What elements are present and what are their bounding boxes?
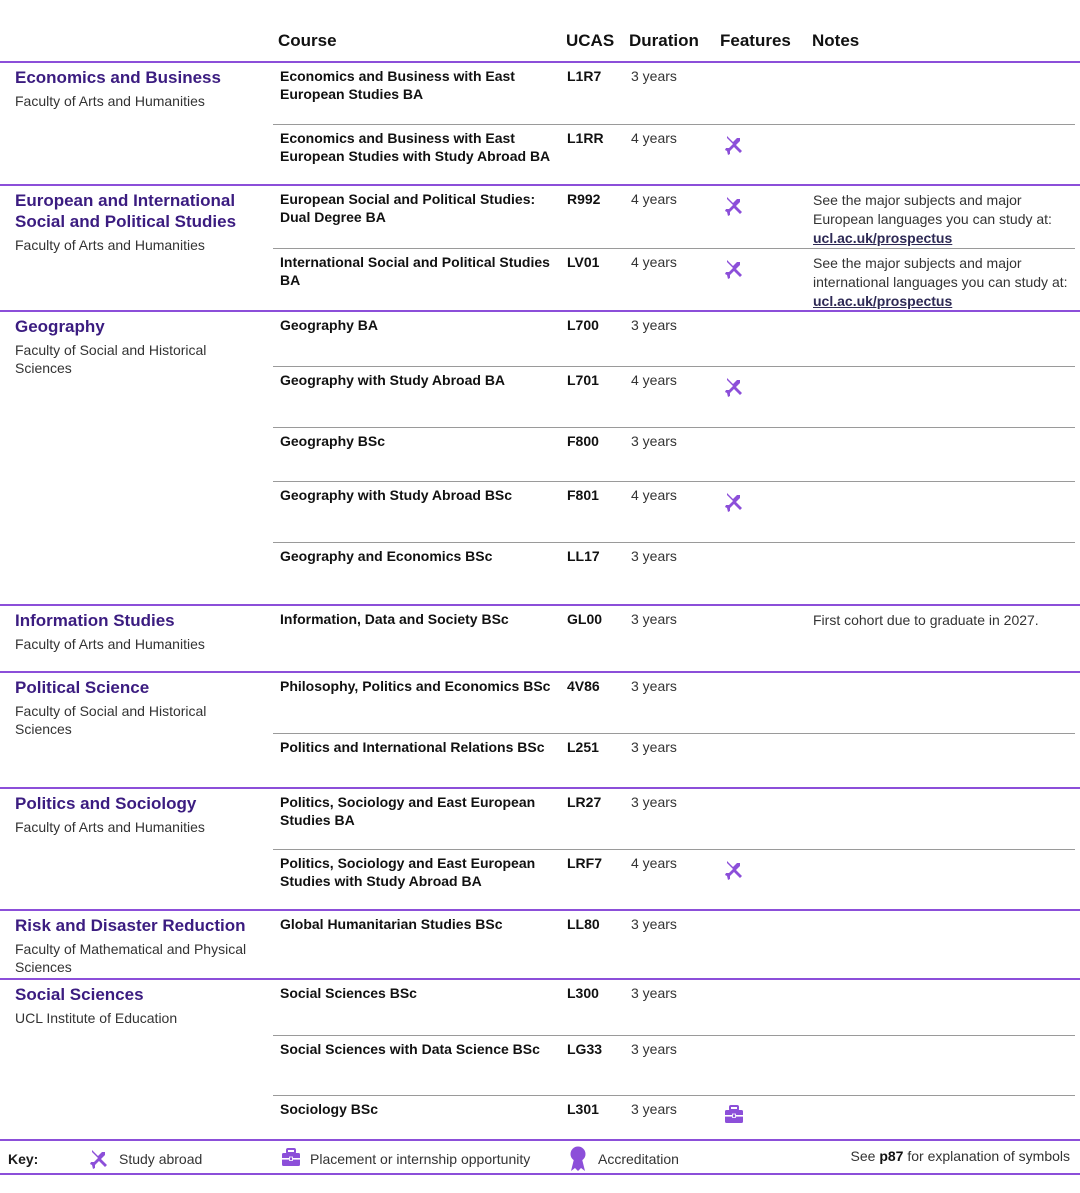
faculty-name: Faculty of Arts and Humanities	[15, 636, 205, 652]
subject-name: Politics and Sociology	[15, 794, 197, 813]
ucas-code: LRF7	[567, 855, 602, 871]
course-duration: 3 years	[631, 985, 677, 1001]
course-note	[813, 191, 1075, 248]
subject-group	[0, 604, 1080, 671]
plane-icon	[723, 133, 747, 162]
course-row	[273, 312, 1075, 366]
key-placement-text: Placement or internship opportunity	[310, 1151, 531, 1167]
course-duration: 4 years	[631, 372, 677, 388]
subject-heading	[15, 610, 265, 654]
course-duration: 3 years	[631, 1041, 677, 1057]
ucas-code: LG33	[567, 1041, 603, 1057]
ucas-code: L300	[567, 985, 599, 1001]
course-duration: 3 years	[631, 68, 677, 84]
subject-group	[0, 671, 1080, 787]
subject-heading	[15, 67, 265, 111]
ucas-code: L701	[567, 372, 599, 388]
plane-icon	[723, 858, 747, 887]
course-row	[273, 1035, 1075, 1095]
key-label: Key:	[8, 1151, 39, 1167]
course-duration: 3 years	[631, 916, 677, 932]
note-text: See the major subjects and major international languages you can study at:	[813, 255, 1068, 290]
subject-group	[0, 184, 1080, 310]
ucas-code: F801	[567, 487, 599, 503]
subject-name: Social Sciences	[15, 985, 144, 1004]
subject-group	[0, 787, 1080, 909]
features-column-header: Features	[720, 31, 791, 50]
course-name: Geography with Study Abroad BSc	[280, 487, 513, 503]
ucas-code: GL00	[567, 611, 603, 627]
course-name: Geography BA	[280, 317, 379, 333]
duration-column-header: Duration	[629, 31, 699, 50]
course-duration: 4 years	[631, 130, 677, 146]
course-row	[273, 606, 1075, 671]
plane-icon	[723, 194, 747, 223]
course-name: Geography and Economics BSc	[280, 548, 493, 564]
subject-group	[0, 909, 1080, 978]
subject-name: Information Studies	[15, 611, 175, 630]
ucas-code: R992	[567, 191, 601, 207]
subject-name: Risk and Disaster Reduction	[15, 916, 246, 935]
course-duration: 4 years	[631, 487, 677, 503]
notes-column-header: Notes	[812, 31, 860, 50]
subject-group	[0, 61, 1080, 184]
ucas-code: L1RR	[567, 130, 604, 146]
course-name: International Social and Political Studies BA	[280, 254, 550, 288]
course-note	[813, 254, 1075, 311]
subject-name: Economics and Business	[15, 68, 221, 87]
course-row	[273, 63, 1075, 124]
ucas-code: LV01	[567, 254, 600, 270]
course-name: Information, Data and Society BSc	[280, 611, 509, 627]
plane-icon	[88, 1147, 112, 1176]
course-duration: 4 years	[631, 254, 677, 270]
course-name: Politics, Sociology and East European Studies BA	[280, 794, 536, 828]
course-row	[273, 673, 1075, 733]
course-duration: 4 years	[631, 855, 677, 871]
course-name: Philosophy, Politics and Economics BSc	[280, 678, 551, 694]
faculty-name: Faculty of Mathematical and Physical Sciences	[15, 941, 247, 975]
ucas-code: LR27	[567, 794, 602, 810]
ucas-code: L1R7	[567, 68, 602, 84]
table-header	[0, 0, 1080, 62]
prospectus-link[interactable]: ucl.ac.uk/prospectus	[813, 230, 953, 246]
faculty-name: Faculty of Social and Historical Sciences	[15, 342, 207, 376]
course-name: Geography BSc	[280, 433, 386, 449]
symbol-key	[0, 1139, 1080, 1175]
course-duration: 3 years	[631, 1101, 677, 1117]
rosette-icon	[568, 1146, 588, 1177]
ucas-code: L700	[567, 317, 599, 333]
subject-heading	[15, 190, 265, 255]
note-text: First cohort due to graduate in 2027.	[813, 612, 1039, 628]
course-row	[273, 248, 1075, 310]
course-name: Economics and Business with East European Studies with Study Abroad BA	[280, 130, 551, 164]
subject-heading	[15, 915, 265, 976]
course-name: Politics and International Relations BSc	[280, 739, 545, 755]
ucas-code: LL17	[567, 548, 600, 564]
plane-icon	[723, 490, 747, 519]
course-row	[273, 481, 1075, 542]
course-row	[273, 186, 1075, 248]
subject-name: European and International Social and Political Studies	[15, 191, 237, 231]
faculty-name: UCL Institute of Education	[15, 1010, 178, 1026]
course-row	[273, 789, 1075, 849]
ucas-column-header: UCAS	[566, 31, 615, 50]
subject-name: Political Science	[15, 678, 150, 697]
briefcase-icon	[280, 1147, 302, 1174]
course-duration: 3 years	[631, 739, 677, 755]
course-table	[0, 61, 1080, 1149]
course-row	[273, 427, 1075, 481]
course-row	[273, 911, 1075, 978]
course-duration: 3 years	[631, 678, 677, 694]
course-duration: 3 years	[631, 794, 677, 810]
subject-heading	[15, 316, 265, 377]
faculty-name: Faculty of Social and Historical Sciences	[15, 703, 207, 737]
subject-heading	[15, 793, 265, 837]
course-name: Geography with Study Abroad BA	[280, 372, 506, 388]
key-page-reference: See p87 for explanation of symbols	[850, 1148, 1070, 1164]
note-text: See the major subjects and major European languages you can study at:	[813, 192, 1052, 227]
course-name: Sociology BSc	[280, 1101, 379, 1117]
plane-icon	[723, 257, 747, 286]
ucas-code: 4V86	[567, 678, 600, 694]
course-name: Politics, Sociology and East European Studies with Study Abroad BA	[280, 855, 536, 889]
subject-group	[0, 310, 1080, 604]
prospectus-link[interactable]: ucl.ac.uk/prospectus	[813, 293, 953, 309]
course-column-header: Course	[278, 31, 337, 50]
ucas-code: L301	[567, 1101, 599, 1117]
course-row	[273, 366, 1075, 427]
course-name: Economics and Business with East European Studies BA	[280, 68, 515, 102]
course-row	[273, 849, 1075, 909]
faculty-name: Faculty of Arts and Humanities	[15, 93, 205, 109]
course-name: Global Humanitarian Studies BSc	[280, 916, 503, 932]
ucas-code: LL80	[567, 916, 600, 932]
course-row	[273, 733, 1075, 787]
course-row	[273, 980, 1075, 1035]
course-duration: 3 years	[631, 317, 677, 333]
course-name: Social Sciences with Data Science BSc	[280, 1041, 540, 1057]
key-accreditation-text: Accreditation	[598, 1151, 679, 1167]
ucas-code: L251	[567, 739, 599, 755]
subject-group	[0, 978, 1080, 1149]
course-duration: 3 years	[631, 548, 677, 564]
faculty-name: Faculty of Arts and Humanities	[15, 237, 205, 253]
course-duration: 3 years	[631, 433, 677, 449]
course-note	[813, 611, 1075, 630]
course-name: Social Sciences BSc	[280, 985, 417, 1001]
course-row	[273, 542, 1075, 604]
faculty-name: Faculty of Arts and Humanities	[15, 819, 205, 835]
briefcase-icon	[723, 1104, 745, 1131]
subject-heading	[15, 677, 265, 738]
plane-icon	[723, 375, 747, 404]
key-study-abroad-text: Study abroad	[119, 1151, 203, 1167]
subject-name: Geography	[15, 317, 105, 336]
course-name: European Social and Political Studies: Dual Degree BA	[280, 191, 536, 225]
course-row	[273, 124, 1075, 184]
course-duration: 4 years	[631, 191, 677, 207]
subject-heading	[15, 984, 265, 1028]
course-duration: 3 years	[631, 611, 677, 627]
ucas-code: F800	[567, 433, 599, 449]
